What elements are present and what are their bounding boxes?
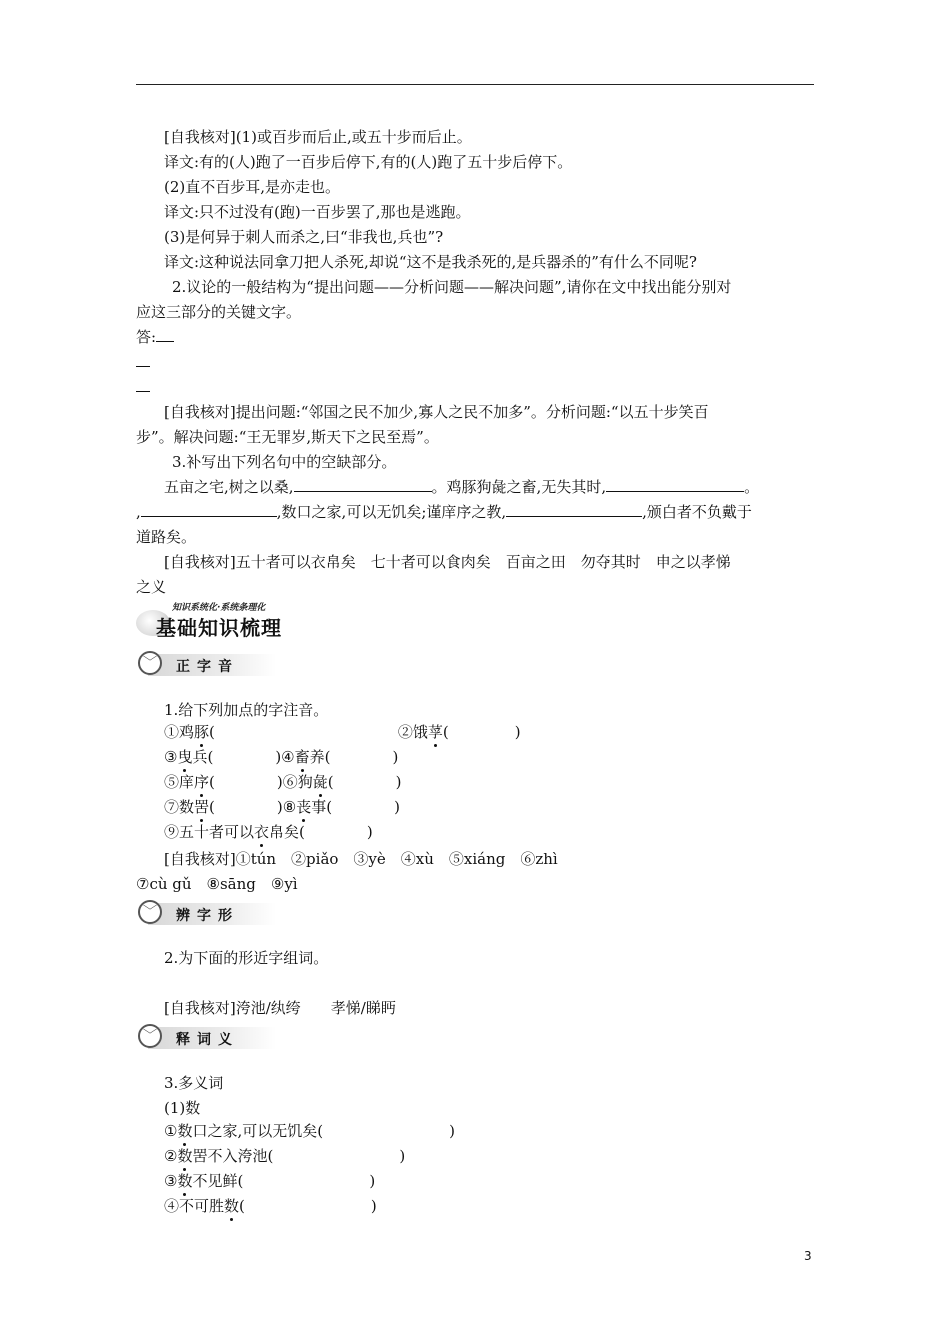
section-header-title: 基础知识梳理 bbox=[156, 616, 282, 640]
s1-row-4: ⑦数罟( )⑧丧事( ) bbox=[164, 798, 400, 816]
s3-row-2: ②数罟不入洿池( ) bbox=[164, 1147, 406, 1165]
sentence-3: (3)是何异于刺人而杀之,曰“非我也,兵也”? bbox=[164, 228, 444, 246]
s1-question: 1.给下列加点的字注音。 bbox=[164, 701, 329, 719]
fill-line-2 bbox=[136, 502, 752, 522]
chevron-down-icon: ﹀ bbox=[138, 1024, 162, 1048]
section-header-subtitle: 知识系统化·系统条理化 bbox=[172, 603, 266, 613]
fill-text-5: ,数口之家,可以无饥矣;谨庠序之教, bbox=[276, 503, 507, 521]
s3-row-3: ③数不见鲜( ) bbox=[164, 1172, 376, 1190]
fill-text-1: 五亩之宅,树之以桑, bbox=[164, 478, 294, 496]
s1-check-1: [自我核对]①tún ②piǎo ③yè ④xù ⑤xiáng ⑥zhì bbox=[164, 850, 558, 868]
s3-question: 3.多义词 bbox=[164, 1074, 224, 1092]
s1-row-1: ①鸡豚( ②饿莩( ) bbox=[164, 723, 521, 741]
chevron-down-icon: ﹀ bbox=[138, 651, 162, 675]
section-header bbox=[136, 600, 316, 642]
answer-blank-2[interactable] bbox=[136, 352, 150, 372]
dotted-char: 曳 bbox=[177, 748, 193, 766]
question-3: 3.补写出下列名句中的空缺部分。 bbox=[172, 453, 397, 471]
answer-line bbox=[136, 327, 174, 347]
sentence-2: (2)直不百步耳,是亦走也。 bbox=[164, 178, 341, 196]
fill-text-6: ,颁白者不负戴于 bbox=[642, 503, 752, 521]
translation-2: 译文:只不过没有(跑)一百步罢了,那也是逃跑。 bbox=[164, 203, 471, 221]
dotted-char: 畜 bbox=[294, 748, 310, 766]
answer-blank[interactable] bbox=[156, 327, 174, 342]
s2-question: 2.为下面的形近字组词。 bbox=[164, 949, 329, 967]
answer-blank-3[interactable] bbox=[136, 377, 150, 397]
s1-row-3: ⑤庠序( )⑥狗彘( ) bbox=[164, 773, 402, 791]
dotted-char: 序 bbox=[194, 773, 210, 791]
dotted-char: 豚 bbox=[194, 723, 210, 741]
s2-check: [自我核对]洿池/纨绔 孝悌/睇眄 bbox=[164, 999, 396, 1017]
page-number: 3 bbox=[804, 1249, 812, 1263]
dotted-char: 数 bbox=[177, 1147, 193, 1165]
fill-text-3: 。 bbox=[744, 478, 760, 496]
dotted-char: 衣 bbox=[254, 823, 270, 841]
chevron-down-icon: ﹀ bbox=[138, 900, 162, 924]
dotted-char: 莩 bbox=[427, 723, 443, 741]
s3-sub: (1)数 bbox=[164, 1099, 201, 1117]
tag-glyph-label: 辨字形 bbox=[176, 908, 239, 924]
header-rule bbox=[136, 84, 814, 85]
s1-row-5: ⑨五十者可以衣帛矣( ) bbox=[164, 823, 373, 841]
tag-pronunciation bbox=[136, 650, 276, 680]
question-2-line2: 应这三部分的关键文字。 bbox=[136, 303, 302, 321]
check-1: [自我核对](1)或百步而后止,或五十步而后止。 bbox=[164, 128, 472, 146]
fill-text-2: 。鸡豚狗彘之畜,无失其时, bbox=[431, 478, 607, 496]
fill-line-1 bbox=[164, 477, 759, 497]
s3-row-4: ④不可胜数( ) bbox=[164, 1197, 377, 1215]
s1-check-2: ⑦cù gǔ ⑧sāng ⑨yì bbox=[136, 875, 298, 893]
check-3-line2: 之义 bbox=[136, 578, 167, 596]
tag-meaning-label: 释词义 bbox=[176, 1032, 239, 1048]
s3-row-1: ①数口之家,可以无饥矣( ) bbox=[164, 1122, 455, 1140]
fill-blank-2[interactable] bbox=[606, 477, 744, 492]
fill-blank-1[interactable] bbox=[294, 477, 432, 492]
fill-blank-3[interactable] bbox=[141, 502, 277, 517]
dotted-char: 彘 bbox=[312, 773, 328, 791]
dotted-char: 数 bbox=[224, 1197, 240, 1215]
dotted-char: 数 bbox=[177, 1122, 193, 1140]
tag-meaning bbox=[136, 1023, 276, 1053]
dotted-char: 丧 bbox=[296, 798, 312, 816]
translation-1: 译文:有的(人)跑了一百步后停下,有的(人)跑了五十步后停下。 bbox=[164, 153, 573, 171]
check-3-line1: [自我核对]五十者可以衣帛矣 七十者可以食肉矣 百亩之田 勿夺其时 申之以孝悌 bbox=[164, 553, 731, 571]
dotted-char: 数 bbox=[177, 1172, 193, 1190]
question-2-line1: 2.议论的一般结构为“提出问题——分析问题——解决问题”,请你在文中找出能分别对 bbox=[172, 278, 732, 296]
tag-pronunciation-label: 正字音 bbox=[176, 659, 239, 675]
check-2-line2: 步”。解决问题:“王无罪岁,斯天下之民至焉”。 bbox=[136, 428, 439, 446]
fill-blank-4[interactable] bbox=[506, 502, 642, 517]
dotted-char: 罟 bbox=[194, 798, 210, 816]
s1-row-2: ③曳兵( )④畜养( ) bbox=[164, 748, 399, 766]
fill-text-4: , bbox=[136, 503, 141, 521]
translation-3: 译文:这种说法同拿刀把人杀死,却说“这不是我杀死的,是兵器杀的”有什么不同呢? bbox=[164, 253, 697, 271]
tag-glyph bbox=[136, 899, 276, 929]
check-2-line1: [自我核对]提出问题:“邻国之民不加少,寡人之民不加多”。分析问题:“以五十步笑百 bbox=[164, 403, 709, 421]
answer-label: 答: bbox=[136, 328, 157, 346]
fill-line-3: 道路矣。 bbox=[136, 528, 197, 546]
